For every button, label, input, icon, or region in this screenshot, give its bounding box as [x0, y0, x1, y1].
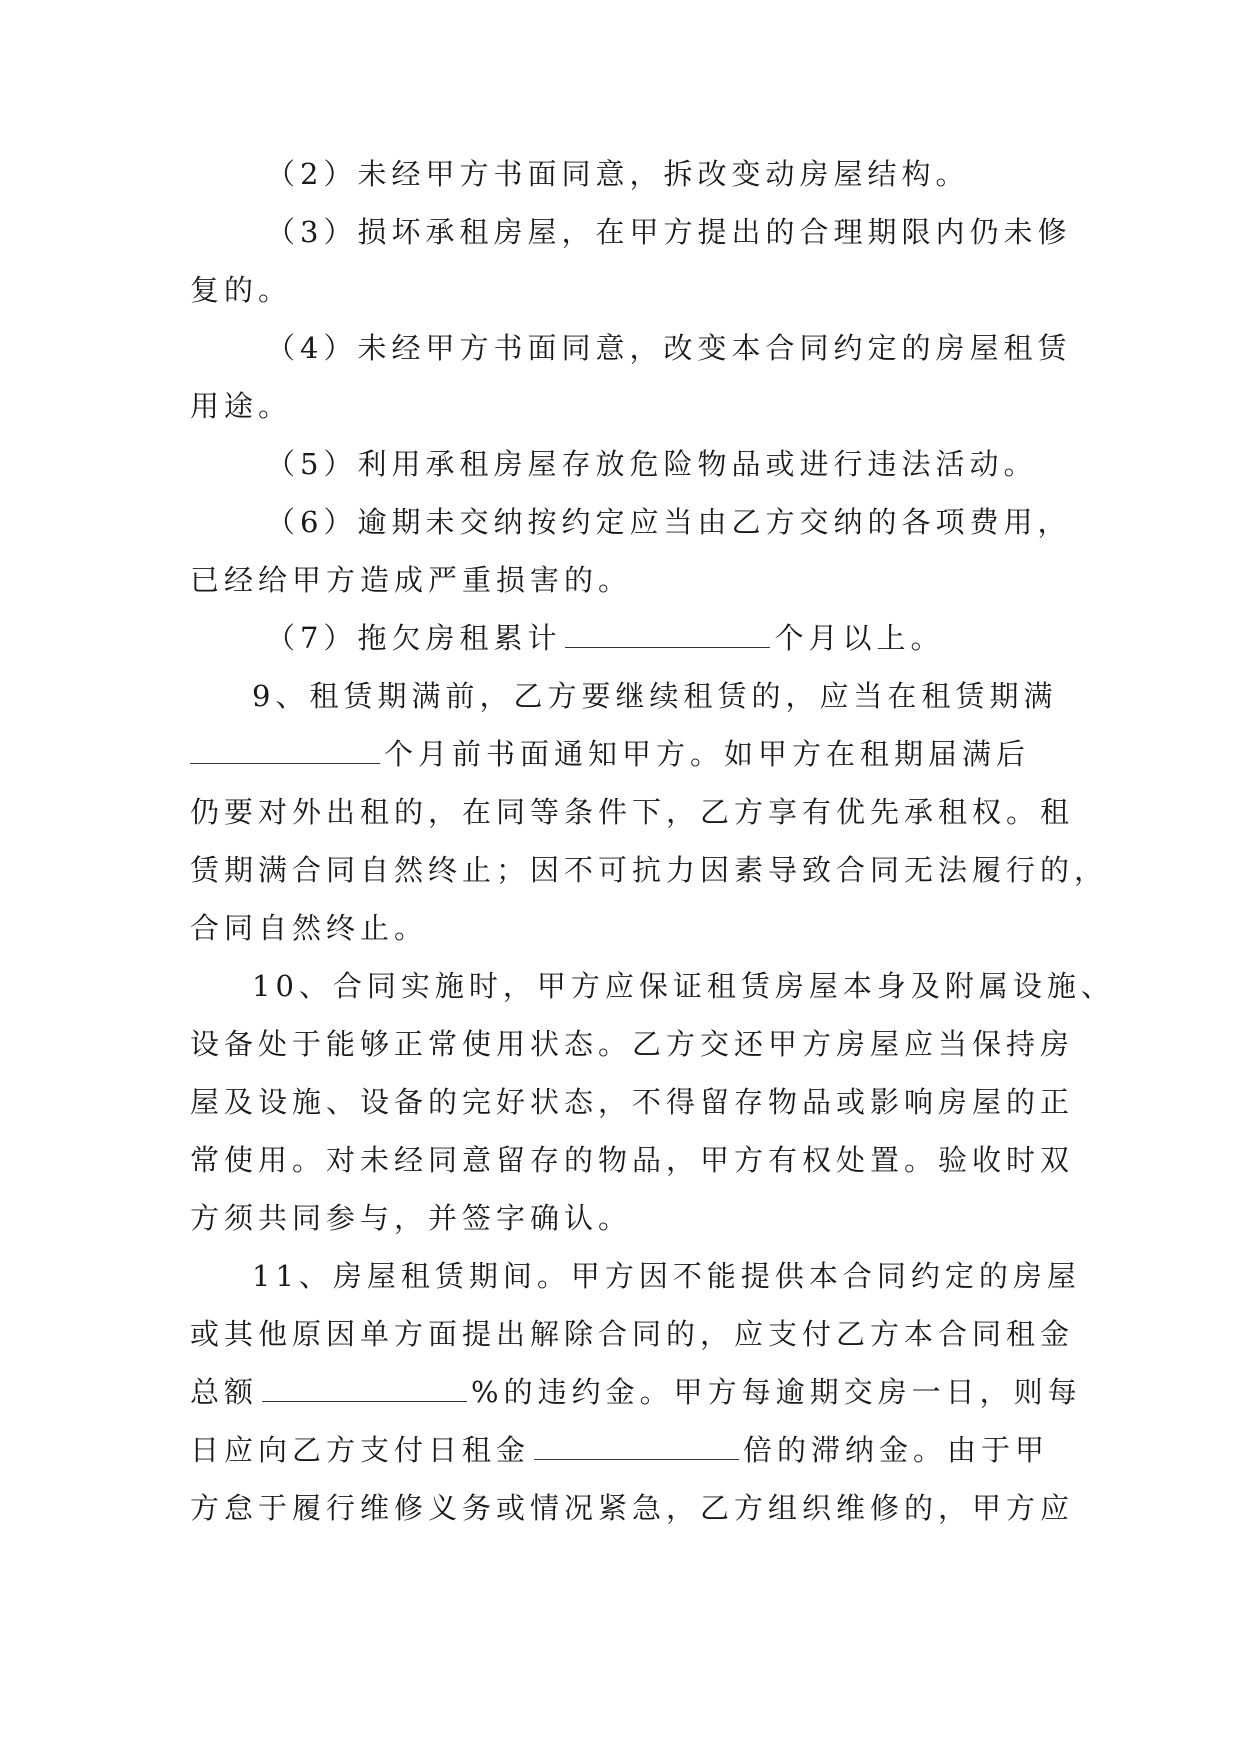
- line-text: （5）利用承租房屋存放危险物品或进行违法活动。: [266, 447, 1038, 481]
- article-10-line-2: [190, 1025, 1075, 1064]
- clause-3-line-2: [190, 271, 1062, 310]
- line-text: 设备处于能够正常使用状态。乙方交还甲方房屋应当保持房: [190, 1027, 1075, 1061]
- line-text: 已经给甲方造成严重损害的。: [190, 563, 633, 597]
- clause-6-line-2: [190, 561, 1062, 600]
- line-text: 方怠于履行维修义务或情况紧急，乙方组织维修的，甲方应: [190, 1491, 1075, 1525]
- line-text: 或其他原因单方面提出解除合同的，应支付乙方本合同租金: [190, 1317, 1075, 1351]
- clause-7-line: [190, 619, 1062, 658]
- line-text: （4）未经甲方书面同意，改变本合同约定的房屋租赁: [266, 331, 1072, 365]
- contract-text: [190, 155, 1115, 1547]
- line-text: （3）损坏承租房屋，在甲方提出的合理期限内仍未修: [266, 215, 1072, 249]
- line-text: （2）未经甲方书面同意，拆改变动房屋结构。: [266, 157, 970, 191]
- article-9-line-1: [190, 677, 1062, 716]
- line-text: 10、合同实施时，甲方应保证租赁房屋本身及附属设施、: [252, 969, 1115, 1003]
- article-11-line-5: [190, 1489, 1075, 1528]
- fill-in-blank: [262, 1377, 467, 1402]
- article-10-line-1: [190, 967, 1115, 1006]
- line-text: 日应向乙方支付日租金: [190, 1433, 531, 1467]
- line-text: 倍的滞纳金。由于甲: [743, 1433, 1050, 1467]
- line-text: 赁期满合同自然终止；因不可抗力因素导致合同无法履行的，: [190, 853, 1109, 887]
- line-text: 仍要对外出租的，在同等条件下，乙方享有优先承租权。租: [190, 795, 1075, 829]
- clause-4-line-1: [190, 329, 1072, 368]
- article-10-line-5: [190, 1199, 1062, 1238]
- line-text: 11、房屋租赁期间。甲方因不能提供本合同约定的房屋: [252, 1259, 1081, 1293]
- line-text: 常使用。对未经同意留存的物品，甲方有权处置。验收时双: [190, 1143, 1075, 1177]
- article-11-line-4: [190, 1431, 1062, 1470]
- article-9-line-5: [190, 909, 1062, 948]
- line-text: 用途。: [190, 389, 293, 423]
- fill-in-blank: [565, 623, 770, 648]
- fill-in-blank: [190, 739, 380, 764]
- line-text: 复的。: [190, 273, 293, 307]
- line-text: （6）逾期未交纳按约定应当由乙方交纳的各项费用，: [266, 505, 1072, 539]
- article-10-line-3: [190, 1083, 1075, 1122]
- article-9-line-4: [190, 851, 1109, 890]
- line-text: 个月前书面通知甲方。如甲方在租期届满后: [384, 737, 1031, 771]
- line-text: 9、租赁期满前，乙方要继续租赁的，应当在租赁期满: [252, 679, 1058, 713]
- clause-2-line: [190, 155, 1062, 194]
- line-text: 合同自然终止。: [190, 911, 429, 945]
- article-9-line-2: [190, 735, 1062, 774]
- article-11-line-3: [190, 1373, 1082, 1412]
- line-text: 方须共同参与，并签字确认。: [190, 1201, 633, 1235]
- article-11-line-2: [190, 1315, 1075, 1354]
- line-text: 屋及设施、设备的完好状态，不得留存物品或影响房屋的正: [190, 1085, 1075, 1119]
- article-10-line-4: [190, 1141, 1075, 1180]
- line-text: （7）拖欠房租累计: [266, 621, 562, 655]
- article-11-line-1: [190, 1257, 1081, 1296]
- fill-in-blank: [534, 1435, 739, 1460]
- clause-4-line-2: [190, 387, 1062, 426]
- article-9-line-3: [190, 793, 1075, 832]
- clause-5-line: [190, 445, 1062, 484]
- clause-6-line-1: [190, 503, 1072, 542]
- line-text: 个月以上。: [774, 621, 945, 655]
- line-text: %的违约金。甲方每逾期交房一日，则每: [471, 1375, 1082, 1409]
- clause-3-line-1: [190, 213, 1072, 252]
- line-text: 总额: [190, 1375, 259, 1409]
